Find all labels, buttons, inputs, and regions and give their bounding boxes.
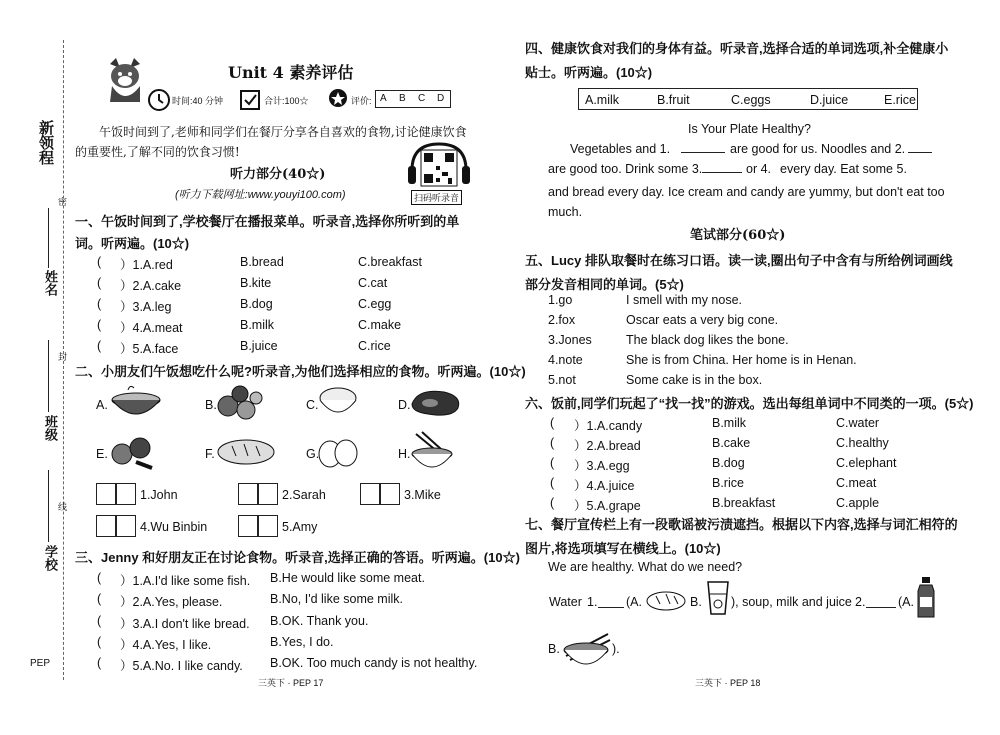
blank[interactable] [598,607,624,608]
option-b: B.He would like some meat. [270,571,425,585]
answer-box[interactable] [238,515,258,537]
page-footer: 三英下 · PEP 18 [695,678,761,688]
kid-name: 3.Mike [404,488,441,502]
option-a: ）4.A.Yes, I like. [120,638,212,652]
option-a: ）1.A.red [120,258,173,272]
soup-pot-icon [108,384,164,424]
food-letter: E. [96,447,108,461]
q5-title: 五、Lucy 排队取餐时在练习口语。读一读,圈出句子中含有与所给例词画线部分发音相同的单词。(5☆) [525,253,953,292]
class-line [48,340,49,412]
intro-text: 午饭时间到了,老师和同学们在餐厅分享各自喜欢的食物,讨论健康饮食的重要性,了解不同的饮食习惯! [75,125,467,159]
listening-section-title: 听力部分(40☆) [230,167,326,182]
score-label: 合计:100☆ [264,96,309,106]
example-word: 3.Jones [548,333,592,347]
food-letter: C. [306,398,319,412]
word-option: D.juice [810,93,849,107]
option-b: B.dog [712,456,745,470]
option-a: ）2.A.Yes, please. [120,595,223,609]
option-b: B. [690,595,702,609]
blank-number: 1. [587,595,598,609]
option-a: ）5.A.face [120,342,179,356]
name-label: 姓名 [42,270,57,296]
option-b: B. [548,642,560,656]
answer-paren[interactable]: ( [97,255,102,269]
answer-box[interactable] [116,483,136,505]
option-b: B.OK. Thank you. [270,614,369,628]
binding-gutter [0,0,70,735]
q7-title: 七、餐厅宣传栏上有一段歌谣被污渍遮挡。根据以下内容,选择与词汇相符的图片,将选项填写在横线上。(10☆) [525,517,958,556]
clock-icon [147,88,171,112]
grade-label: 评价: [351,96,372,106]
option-b: B.bread [240,255,284,269]
option-b: B.dog [240,297,273,311]
answer-paren[interactable]: ( [97,571,102,585]
option-c: C.rice [358,339,391,353]
passage-title: Is Your Plate Healthy? [688,122,811,136]
water-glass-icon [705,580,731,616]
kid-name: 5.Amy [282,520,318,534]
example-word: 4.note [548,353,583,367]
grade-option[interactable]: D [437,93,445,104]
option-c: C.breakfast [358,255,422,269]
juice-bottle-icon [915,575,937,619]
sentence[interactable]: The black dog likes the bone. [626,333,789,347]
page-footer: 三英下 · PEP 17 [258,678,324,688]
grade-option[interactable]: B [399,93,406,104]
food-letter: H. [398,447,411,461]
answer-paren[interactable]: ( [550,476,555,490]
blank[interactable] [908,152,932,153]
option-a: ）5.A.No. I like candy. [120,659,243,673]
option-c: C.water [836,416,880,430]
eggs-icon [316,436,360,470]
fruit-icon [214,380,266,424]
option-b: B.rice [712,476,744,490]
answer-box[interactable] [116,515,136,537]
food-letter: G. [306,447,320,461]
passage-text: are good too. Drink some 3. [548,162,703,176]
noodles-bowl-icon [560,626,612,670]
time-label: 时间:40 分钟 [172,96,224,106]
vegetables-icon [106,432,156,472]
brand-label: 新领程 [37,120,55,165]
sentence[interactable]: Some cake is in the box. [626,373,763,387]
option-c: C.healthy [836,436,889,450]
steak-icon [408,386,464,420]
name-line [48,208,49,268]
sentence[interactable]: She is from China. Her home is in Henan. [626,353,857,367]
option-a: ）3.A.leg [120,300,172,314]
option-a: (A. [626,595,642,609]
word-option: B.fruit [657,93,690,107]
sentence[interactable]: I smell with my nose. [626,293,743,307]
example-word: 1.go [548,293,573,307]
option-a: ）2.A.bread [574,439,641,453]
passage-text: and bread every day. Ice cream and candy are yummy, but don't eat too much. [548,185,945,219]
word-option: E.rice [884,93,916,107]
q4-title: 四、健康饮食对我们的身体有益。听录音,选择合适的单词选项,补全健康小贴士。听两遍。(10☆) [525,41,949,80]
school-label: 学校 [42,545,57,571]
option-a: ）4.A.meat [120,321,183,335]
bread-icon [646,588,686,614]
school-line [48,470,49,542]
answer-paren[interactable]: ( [97,635,102,649]
word-option: C.eggs [731,93,771,107]
answer-paren[interactable]: ( [97,614,102,628]
option-a: ）2.A.cake [120,279,182,293]
grade-option[interactable]: A [380,93,387,104]
food-letter: A. [96,398,108,412]
option-c: C.apple [836,496,880,510]
noodles-icon [408,430,456,474]
answer-paren[interactable]: ( [97,318,102,332]
option-a: ）3.A.I don't like bread. [120,617,250,631]
sentence[interactable]: Oscar eats a very big cone. [626,313,779,327]
passage-text: Vegetables and 1. [570,142,671,156]
example-word: 5.not [548,373,576,387]
option-a: ）4.A.juice [574,479,635,493]
option-b: B.cake [712,436,751,450]
option-c: C.cat [358,276,388,290]
song-text: ), soup, milk and juice [731,595,852,609]
answer-paren[interactable]: ( [550,436,555,450]
answer-box[interactable] [380,483,400,505]
rice-bowl-icon [316,384,360,422]
option-c: C.elephant [836,456,897,470]
written-section-title: 笔试部分(60☆) [690,228,786,243]
grade-option[interactable]: C [418,93,426,104]
q3-title: 三、Jenny 和好朋友正在讨论食物。听录音,选择正确的答语。听两遍。(10☆) [75,550,520,565]
example-word: 2.fox [548,313,576,327]
download-url: (听力下载网址:www.youyi100.com) [175,189,346,201]
seal-mark: 线 [58,503,68,513]
option-b: B.No, I'd like some milk. [270,592,403,606]
blank-number: 2. [855,595,866,609]
option-a: (A. [898,595,914,609]
answer-paren[interactable]: ( [550,456,555,470]
answer-paren[interactable]: ( [97,592,102,606]
seal-mark: 封 [58,353,68,363]
kid-name: 1.John [140,488,178,502]
kid-name: 2.Sarah [282,488,326,502]
food-letter: D. [398,398,411,412]
pep-label: PEP [30,658,51,669]
kid-name: 4.Wu Binbin [140,520,208,534]
passage-text: or 4. [746,162,772,176]
seal-mark: 密 [58,198,68,208]
q7-lead: We are healthy. What do we need? [548,560,743,574]
answer-paren[interactable]: ( [97,339,102,353]
checklist-icon [238,88,262,112]
option-c: C.meat [836,476,877,490]
passage-text: are good for us. Noodles and 2. [730,142,906,156]
answer-box[interactable] [238,483,258,505]
option-b: B.breakfast [712,496,776,510]
food-letter: B. [205,398,217,412]
option-a: ）1.A.I'd like some fish. [120,574,251,588]
fox-mascot-icon [100,56,150,106]
option-a: ）5.A.grape [574,499,641,513]
answer-box[interactable] [96,515,116,537]
option-c: C.egg [358,297,392,311]
blank[interactable] [866,607,896,608]
answer-paren[interactable]: ( [550,416,555,430]
page-title: Unit 4 素养评估 [228,63,354,82]
answer-box[interactable] [258,483,278,505]
option-a: ）1.A.candy [574,419,643,433]
answer-box[interactable] [360,483,380,505]
answer-paren[interactable]: ( [97,656,102,670]
answer-box[interactable] [96,483,116,505]
option-b: B.milk [712,416,747,430]
qr-caption: 扫码听录音 [411,190,462,205]
answer-paren[interactable]: ( [97,297,102,311]
q2-title: 二、小朋友们午饭想吃什么呢?听录音,为他们选择相应的食物。听两遍。(10☆) [75,364,526,379]
option-b: B.kite [240,276,272,290]
word-option: A.milk [585,93,620,107]
bread-icon [216,436,276,468]
song-word: Water [549,595,582,609]
passage-text: every day. Eat some 5. [780,162,907,176]
answer-box[interactable] [258,515,278,537]
answer-paren[interactable]: ( [550,496,555,510]
answer-paren[interactable]: ( [97,276,102,290]
option-a: ）3.A.egg [574,459,630,473]
option-b: B.juice [240,339,278,353]
song-end: ). [612,642,620,656]
q1-title: 一、午饭时间到了,学校餐厅在播报菜单。听录音,选择你所听到的单词。听两遍。(10☆) [75,214,460,251]
medal-icon [327,88,349,112]
class-label: 班级 [42,415,57,441]
option-b: B.Yes, I do. [270,635,334,649]
q6-title: 六、饭前,同学们玩起了“找一找”的游戏。选出每组单词中不同类的一项。(5☆) [525,396,974,411]
option-b: B.milk [240,318,275,332]
blank[interactable] [702,172,742,173]
option-b: B.OK. Too much candy is not healthy. [270,656,478,670]
food-letter: F. [205,447,215,461]
option-c: C.make [358,318,402,332]
blank[interactable] [681,152,725,153]
